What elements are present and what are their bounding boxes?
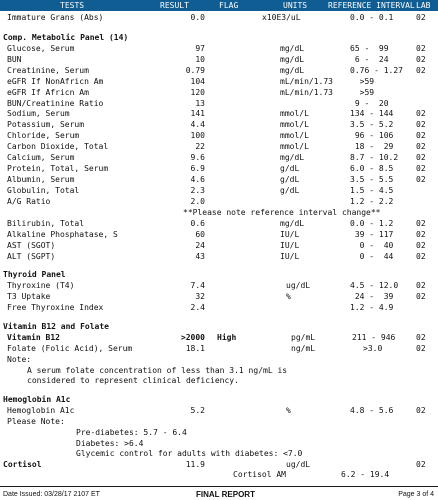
- page-number: Page 3 of 4: [398, 491, 434, 498]
- test-reference: >59: [350, 76, 375, 86]
- test-result: 18.1: [185, 344, 205, 353]
- test-name: Sodium, Serum: [7, 109, 70, 119]
- test-result: 4.6: [190, 174, 205, 184]
- report-status: FINAL REPORT: [196, 490, 255, 499]
- test-name: A/G Ratio: [7, 196, 51, 206]
- result-row: [0, 229, 438, 240]
- section-title: [0, 394, 438, 405]
- test-units: mg/dL: [280, 44, 305, 53]
- test-lab: 02: [416, 406, 426, 415]
- test-result: 4.4: [190, 120, 205, 130]
- sub-test-name: Cortisol AM: [233, 470, 286, 479]
- test-lab: 02: [416, 44, 426, 53]
- test-result: 2.3: [190, 185, 205, 195]
- test-units: mg/dL: [280, 219, 305, 228]
- section-title-text: Hemoglobin A1c: [3, 395, 71, 404]
- test-lab: 02: [416, 120, 426, 130]
- header-tests: TESTS: [60, 1, 85, 10]
- test-reference: 39 - 117: [350, 229, 394, 239]
- test-reference: 1.2 - 4.9: [350, 303, 394, 312]
- note-text: [0, 427, 438, 438]
- test-reference: 96 - 106: [350, 131, 394, 141]
- test-reference: 1.5 - 4.5: [350, 185, 394, 195]
- test-reference: 6.2 - 19.4: [341, 470, 390, 479]
- test-units: mmol/L: [280, 142, 309, 152]
- test-units: IU/L: [280, 240, 300, 250]
- test-result: 10: [195, 54, 205, 64]
- test-lab: 02: [416, 142, 426, 152]
- reference-change-note-text: **Please note reference interval change**: [183, 208, 381, 217]
- result-row: [0, 163, 438, 174]
- result-row: [0, 405, 438, 416]
- test-lab: 02: [416, 131, 426, 141]
- test-name: ALT (SGPT): [7, 251, 56, 261]
- test-name: Potassium, Serum: [7, 120, 85, 130]
- result-row: [0, 251, 438, 262]
- test-result: >2000: [180, 333, 205, 342]
- test-name: Hemoglobin A1c: [7, 406, 75, 415]
- result-row: [0, 119, 438, 130]
- report-footer: [0, 489, 438, 500]
- test-reference: >59: [350, 87, 375, 97]
- header-result: RESULT: [160, 1, 189, 10]
- test-result: 7.4: [190, 281, 205, 290]
- note-label-text: Note:: [7, 355, 32, 364]
- note-label: [0, 354, 438, 365]
- test-units: x10E3/uL: [262, 13, 301, 22]
- test-name: AST (SGOT): [7, 240, 56, 250]
- test-name: Vitamin B12: [7, 333, 60, 342]
- test-reference: 8.7 - 10.2: [350, 153, 399, 162]
- test-lab: 02: [416, 174, 426, 184]
- test-lab: 02: [416, 219, 426, 228]
- test-name: Alkaline Phosphatase, S: [7, 229, 118, 239]
- section-title: [0, 269, 438, 280]
- test-result: 120: [190, 87, 205, 97]
- test-reference: 65 - 99: [350, 44, 389, 53]
- test-result: 100: [190, 131, 205, 141]
- test-result: 97: [195, 44, 205, 53]
- test-reference: 24 - 39: [350, 292, 394, 301]
- section-title-text: Vitamin B12 and Folate: [3, 322, 109, 331]
- test-units: pg/mL: [291, 333, 316, 342]
- test-name: Bilirubin, Total: [7, 219, 85, 228]
- note-line: Glycemic control for adults with diabetes: <7.0: [76, 449, 303, 458]
- test-reference: 0.76 - 1.27: [350, 65, 403, 75]
- test-units: mL/min/1.73: [280, 87, 333, 97]
- test-result: 24: [195, 240, 205, 250]
- test-name: Chloride, Serum: [7, 131, 80, 141]
- abnormal-flag: High: [217, 333, 237, 342]
- result-row: [0, 280, 438, 291]
- test-lab: 02: [416, 333, 426, 342]
- test-name: Glucose, Serum: [7, 44, 75, 53]
- note-text: [0, 375, 438, 386]
- test-name: Folate (Folic Acid), Serum: [7, 344, 133, 353]
- result-row: [0, 65, 438, 76]
- result-row: [0, 291, 438, 302]
- note-line: A serum folate concentration of less than 3.1 ng/mL is: [27, 366, 288, 375]
- test-name: eGFR If Africn Am: [7, 87, 89, 97]
- test-reference: 18 - 29: [350, 142, 394, 152]
- result-row: [0, 130, 438, 141]
- test-units: IU/L: [280, 229, 300, 239]
- result-row: [0, 152, 438, 163]
- test-name: BUN: [7, 54, 22, 64]
- test-units: mmol/L: [280, 109, 309, 119]
- test-lab: 02: [416, 240, 426, 250]
- test-reference: 0.0 - 0.1: [350, 13, 394, 22]
- result-row: [0, 54, 438, 65]
- result-row: [0, 218, 438, 229]
- test-lab: 02: [416, 109, 426, 119]
- test-lab: 02: [416, 251, 426, 261]
- test-lab: 02: [416, 163, 426, 173]
- test-name: Immature Grans (Abs): [7, 13, 104, 22]
- test-result: 2.0: [190, 196, 205, 206]
- section-title: [0, 321, 438, 332]
- test-result: 13: [195, 98, 205, 108]
- test-lab: 02: [416, 13, 426, 22]
- test-reference: 4.5 - 12.0: [350, 281, 399, 290]
- result-row: [0, 98, 438, 109]
- test-reference: 6.0 - 8.5: [350, 163, 394, 173]
- test-units: %: [286, 406, 291, 415]
- test-reference: 0 - 40: [350, 240, 394, 250]
- test-units: ng/mL: [291, 344, 316, 353]
- date-issued: Date Issued: 03/28/17 2107 ET: [3, 491, 100, 498]
- test-name: BUN/Creatinine Ratio: [7, 98, 104, 108]
- note-label: [0, 416, 438, 427]
- test-result: 141: [190, 109, 205, 119]
- test-name: eGFR If NonAfricn Am: [7, 76, 104, 86]
- header-lab: LAB: [416, 1, 431, 10]
- test-units: g/dL: [280, 163, 300, 173]
- test-reference: 0 - 44: [350, 251, 394, 261]
- test-name: Albumin, Serum: [7, 174, 75, 184]
- test-reference: >3.0: [363, 344, 383, 353]
- footer-divider: [0, 486, 438, 487]
- test-units: IU/L: [280, 251, 300, 261]
- test-result: 5.2: [190, 406, 205, 415]
- test-name: Cortisol: [3, 460, 42, 469]
- header-reference: REFERENCE INTERVAL: [328, 1, 415, 10]
- test-units: mL/min/1.73: [280, 76, 333, 86]
- test-lab: 02: [416, 460, 426, 469]
- test-units: mmol/L: [280, 131, 309, 141]
- result-row: [0, 87, 438, 98]
- test-lab: 02: [416, 292, 426, 301]
- test-lab: 02: [416, 65, 426, 75]
- section-title-text: Thyroid Panel: [3, 270, 66, 279]
- test-units: g/dL: [280, 185, 300, 195]
- test-reference: 134 - 144: [350, 109, 394, 119]
- test-name: Carbon Dioxide, Total: [7, 142, 109, 152]
- test-result: 0.79: [185, 65, 205, 75]
- test-result: 6.9: [190, 163, 205, 173]
- reference-change-note: [0, 207, 438, 218]
- result-row: [0, 141, 438, 152]
- section-title-text: Comp. Metabolic Panel (14): [3, 33, 129, 42]
- result-row: [0, 108, 438, 119]
- test-reference: 3.5 - 5.2: [350, 120, 394, 130]
- test-units: mmol/L: [280, 120, 309, 130]
- test-units: mg/dL: [280, 54, 305, 64]
- test-reference: 4.8 - 5.6: [350, 406, 394, 415]
- result-row: [0, 43, 438, 54]
- test-lab: 02: [416, 344, 426, 353]
- test-result: 11.9: [185, 460, 205, 469]
- test-result: 32: [195, 292, 205, 301]
- test-result: 0.6: [190, 219, 205, 228]
- result-row: [0, 332, 438, 343]
- test-reference: 9 - 20: [350, 98, 389, 108]
- test-name: T3 Uptake: [7, 292, 51, 301]
- test-reference: 3.5 - 5.5: [350, 174, 394, 184]
- result-row: [0, 469, 438, 480]
- test-units: g/dL: [280, 174, 300, 184]
- test-units: ug/dL: [286, 281, 311, 290]
- test-result: 22: [195, 142, 205, 152]
- test-units: ug/dL: [286, 460, 311, 469]
- header-units: UNITS: [283, 1, 308, 10]
- note-line: Pre-diabetes: 5.7 - 6.4: [76, 428, 187, 437]
- test-units: %: [286, 292, 291, 301]
- note-label-text: Please Note:: [7, 417, 65, 426]
- test-reference: 0.0 - 1.2: [350, 219, 394, 228]
- note-line: Diabetes: >6.4: [76, 439, 144, 448]
- test-name: Protein, Total, Serum: [7, 163, 109, 173]
- test-reference: 6 - 24: [350, 54, 389, 64]
- test-lab: 02: [416, 229, 426, 239]
- test-result: 104: [190, 76, 205, 86]
- result-row: [0, 302, 438, 313]
- result-row: [0, 240, 438, 251]
- result-row: [0, 12, 438, 23]
- test-units: mg/dL: [280, 153, 305, 162]
- test-reference: 1.2 - 2.2: [350, 196, 394, 206]
- result-row: [0, 174, 438, 185]
- result-row: [0, 185, 438, 196]
- test-lab: 02: [416, 281, 426, 290]
- result-row: [0, 343, 438, 354]
- test-name: Thyroxine (T4): [7, 281, 75, 290]
- section-title: [0, 32, 438, 43]
- test-name: Globulin, Total: [7, 185, 80, 195]
- test-result: 0.0: [190, 13, 205, 22]
- column-header-bar: [0, 0, 438, 11]
- result-row: [0, 76, 438, 87]
- test-lab: 02: [416, 153, 426, 162]
- result-row: [0, 196, 438, 207]
- note-line: considered to represent clinical deficiency.: [27, 376, 239, 385]
- test-name: Free Thyroxine Index: [7, 303, 104, 312]
- header-flag: FLAG: [219, 1, 239, 10]
- test-name: Calcium, Serum: [7, 153, 75, 162]
- test-lab: 02: [416, 54, 426, 64]
- test-reference: 211 - 946: [352, 333, 396, 342]
- test-result: 43: [195, 251, 205, 261]
- test-result: 9.6: [190, 153, 205, 162]
- test-result: 2.4: [190, 303, 205, 312]
- test-name: Creatinine, Serum: [7, 65, 89, 75]
- test-units: mg/dL: [280, 65, 305, 75]
- note-text: [0, 448, 438, 459]
- test-result: 60: [195, 229, 205, 239]
